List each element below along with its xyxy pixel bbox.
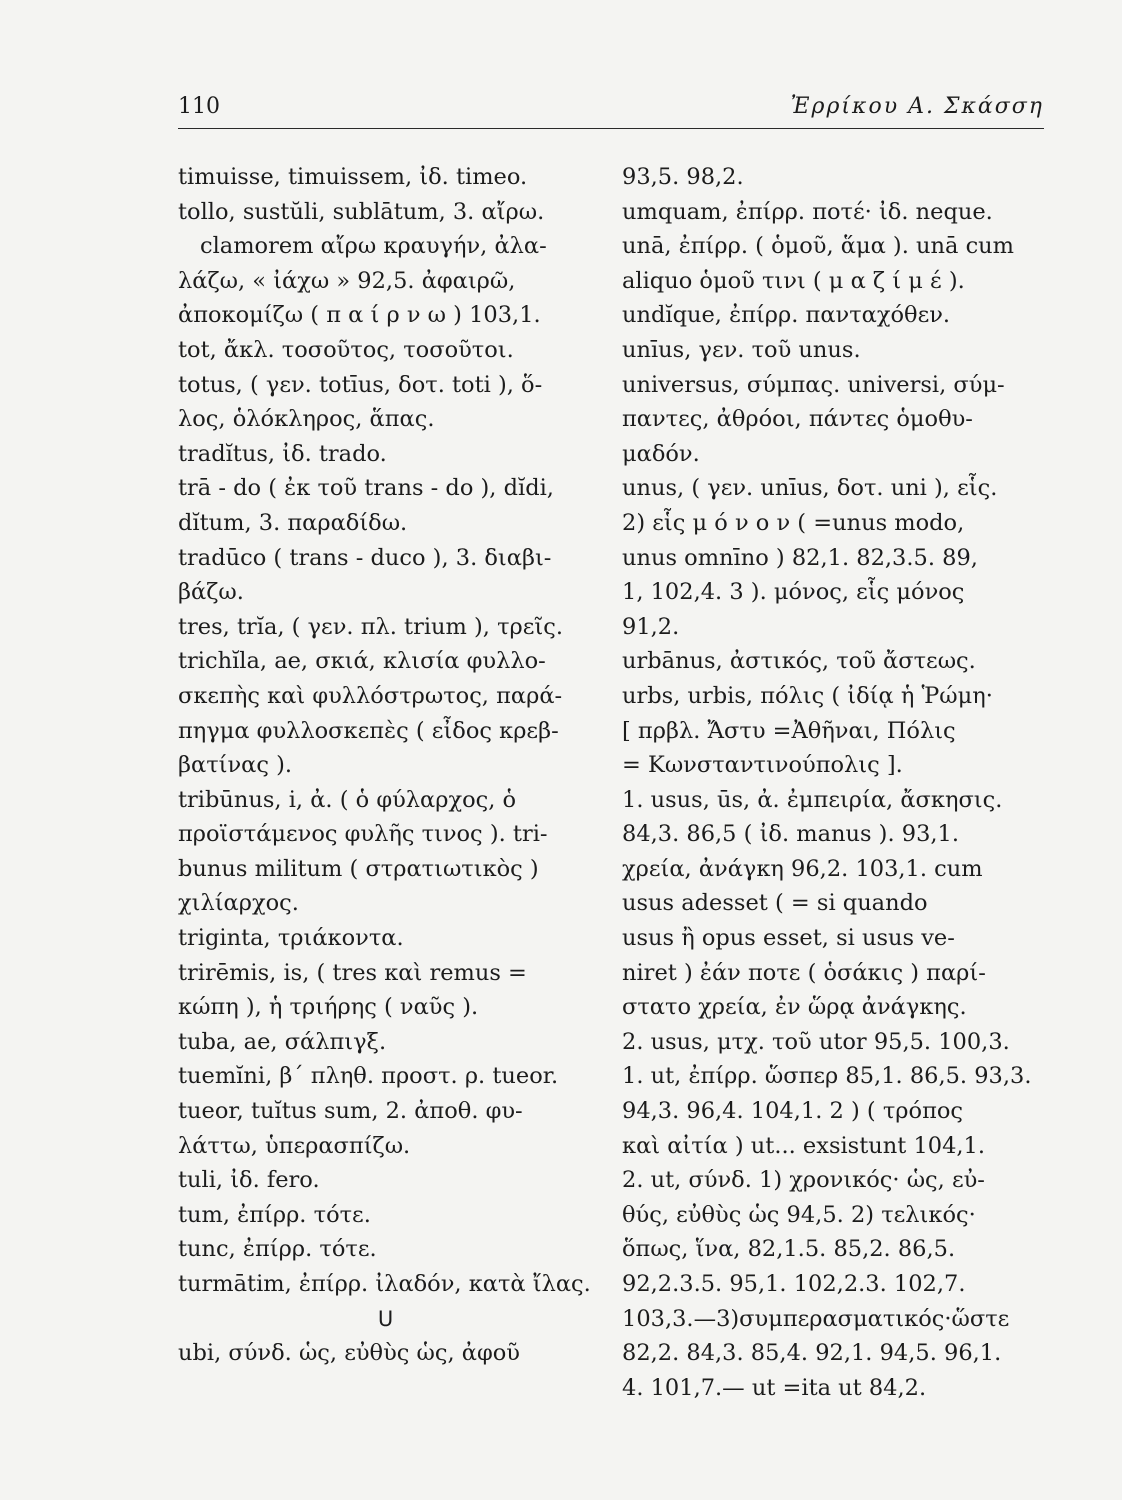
entry-line: λος, ὁλόκληρος, ἅπας. [178, 406, 435, 433]
entry-line: θύς, εὐθὺς ὡς 94,5. 2) τελικός· [622, 1201, 976, 1228]
entry-line: usus ἢ opus esset, si usus ve- [622, 925, 955, 952]
entry-line: undĭque, ἐπίρρ. πανταχόθεν. [622, 302, 951, 329]
entry-line: clamorem αἴρω κραυγήν, ἀλα- [200, 233, 547, 260]
entry-line: tres, trĭa, ( γεν. πλ. trium ), τρεῖς. [178, 613, 564, 640]
entry-line: urbānus, ἀστικός, τοῦ ἄστεως. [622, 648, 976, 675]
entry-line: tuemĭni, β΄ πληθ. προστ. ρ. tueor. [178, 1063, 559, 1090]
entry-line: universus, σύμπας. universi, σύμ- [622, 371, 1005, 398]
entry-line: trā - do ( ἐκ τοῦ trans - do ), dĭdi, [178, 475, 554, 502]
entry-line: 4. 101,7.— ut =ita ut 84,2. [622, 1374, 927, 1401]
entry-line: προϊστάμενος φυλῆς τινος ). tri- [178, 821, 548, 848]
entry-line: λάζω, « ἰάχω » 92,5. ἀφαιρῶ, [178, 267, 516, 294]
entry-line: tradĭtus, ἰδ. trado. [178, 440, 387, 467]
entry-line: 2) εἷς μ ό ν ο ν ( =unus modo, [622, 509, 965, 536]
entry-line: unus omnīno ) 82,1. 82,3.5. 89, [622, 544, 978, 571]
entry-line: 2. ut, σύνδ. 1) χρονικός· ὡς, εὐ- [622, 1167, 985, 1194]
entry-line: σκεπὴς καὶ φυλλόστρωτος, παρά- [178, 682, 563, 709]
entry-line: κώπη ), ἡ τριήρης ( ναῦς ). [178, 994, 479, 1021]
entry-line: χρεία, ἀνάγκη 96,2. 103,1. cum [622, 855, 983, 882]
entry-line: παντες, ἀθρόοι, πάντες ὁμοθυ- [622, 406, 973, 433]
entry-line: turmātim, ἐπίρρ. ἰλαδόν, κατὰ ἴλας. [178, 1271, 591, 1297]
entry-line: trirēmis, is, ( tres καὶ remus = [178, 959, 527, 986]
left-column [178, 160, 593, 1371]
entry-line: tuba, ae, σάλπιγξ. [178, 1028, 387, 1055]
entry-line: βάζω. [178, 579, 244, 606]
entry-line: 1. usus, ūs, ἀ. ἐμπειρία, ἄσκησις. [622, 786, 1003, 813]
entry-line: dĭtum, 3. παραδίδω. [178, 509, 408, 536]
entry-line: καὶ αἰτία ) ut... exsistunt 104,1. [622, 1132, 986, 1159]
entry-line: umquam, ἐπίρρ. ποτέ· ἰδ. neque. [622, 198, 993, 225]
entry-line: tribūnus, i, ἀ. ( ὁ φύλαρχος, ὁ [178, 786, 517, 813]
running-head: Ἐρρίκου Α. Σκάσση [790, 94, 1044, 119]
entry-line: triginta, τριάκοντα. [178, 925, 404, 952]
right-column [622, 160, 1052, 1405]
entry-line: [ πρβλ. Ἄστυ =Ἀθῆναι, Πόλις [622, 717, 956, 744]
page-number: 110 [178, 94, 220, 119]
entry-line: totus, ( γεν. totīus, δοτ. toti ), ὅ- [178, 371, 543, 398]
entry-line: timuisse, timuissem, ἰδ. timeo. [178, 164, 528, 190]
entry-line: 103,3.—3)συμπερασματικός·ὥστε [622, 1305, 1010, 1332]
entry-line: tum, ἐπίρρ. τότε. [178, 1201, 371, 1228]
entry-line: tradūco ( trans - duco ), 3. διαβι- [178, 544, 552, 571]
entry-line: tot, ἄκλ. τοσοῦτος, τοσοῦτοι. [178, 336, 514, 363]
entry-line: tollo, sustŭli, sublātum, 3. αἴρω. [178, 198, 545, 225]
entry-line: 1. ut, ἐπίρρ. ὥσπερ 85,1. 86,5. 93,3. [622, 1063, 1032, 1090]
entry-line: 92,2.3.5. 95,1. 102,2.3. 102,7. [622, 1271, 966, 1297]
entry-line: 91,2. [622, 613, 680, 640]
entry-line: στατο χρεία, ἐν ὥρᾳ ἀνάγκης. [622, 994, 967, 1021]
entry-line: unus, ( γεν. unīus, δοτ. uni ), εἷς. [622, 475, 998, 502]
entry-line: bunus militum ( στρατιωτικὸς ) [178, 855, 539, 882]
entry-line: usus adesset ( = si quando [622, 890, 928, 917]
entry-line: 82,2. 84,3. 85,4. 92,1. 94,5. 96,1. [622, 1340, 1002, 1367]
entry-line: ἀποκομίζω ( π α ί ρ ν ω ) 103,1. [178, 302, 541, 329]
entry-line: μαδόν. [622, 440, 700, 467]
entry-line: ubi, σύνδ. ὡς, εὐθὺς ὡς, ἀφοῦ [178, 1340, 520, 1367]
entry-line: πηγμα φυλλοσκεπὲς ( εἶδος κρεβ- [178, 717, 559, 744]
entry-line: ὅπως, ἵνα, 82,1.5. 85,2. 86,5. [622, 1236, 956, 1263]
entry-line: niret ) ἐάν ποτε ( ὁσάκις ) παρί- [622, 959, 986, 986]
entry-line: tueor, tuĭtus sum, 2. ἀποθ. φυ- [178, 1098, 523, 1125]
entry-line: χιλίαρχος. [178, 890, 299, 917]
page-header [178, 92, 1044, 129]
entry-line: λάττω, ὑπερασπίζω. [178, 1132, 411, 1159]
entry-line: trichĭla, ae, σκιά, κλισία φυλλο- [178, 648, 546, 675]
entry-line: tunc, ἐπίρρ. τότε. [178, 1236, 377, 1263]
entry-line: unīus, γεν. τοῦ unus. [622, 336, 861, 363]
entry-line: βατίνας ). [178, 752, 293, 779]
entry-line: 94,3. 96,4. 104,1. 2 ) ( τρόπος [622, 1098, 964, 1125]
section-letter: U [377, 1306, 394, 1331]
entry-line: 93,5. 98,2. [622, 164, 744, 190]
entry-line: aliquo ὁμοῦ τινι ( μ α ζ ί μ έ ). [622, 267, 965, 294]
entry-line: 84,3. 86,5 ( ἰδ. manus ). 93,1. [622, 821, 960, 848]
entry-line: 2. usus, μτχ. τοῦ utor 95,5. 100,3. [622, 1028, 1010, 1055]
entry-line: unā, ἐπίρρ. ( ὁμοῦ, ἅμα ). unā cum [622, 233, 1014, 260]
entry-line: = Κωνσταντινούπολις ]. [622, 752, 903, 779]
entry-line: 1, 102,4. 3 ). μόνος, εἷς μόνος [622, 579, 965, 606]
entry-line: tuli, ἰδ. fero. [178, 1167, 320, 1194]
entry-line: urbs, urbis, πόλις ( ἰδίᾳ ἡ Ῥώμη· [622, 682, 993, 709]
